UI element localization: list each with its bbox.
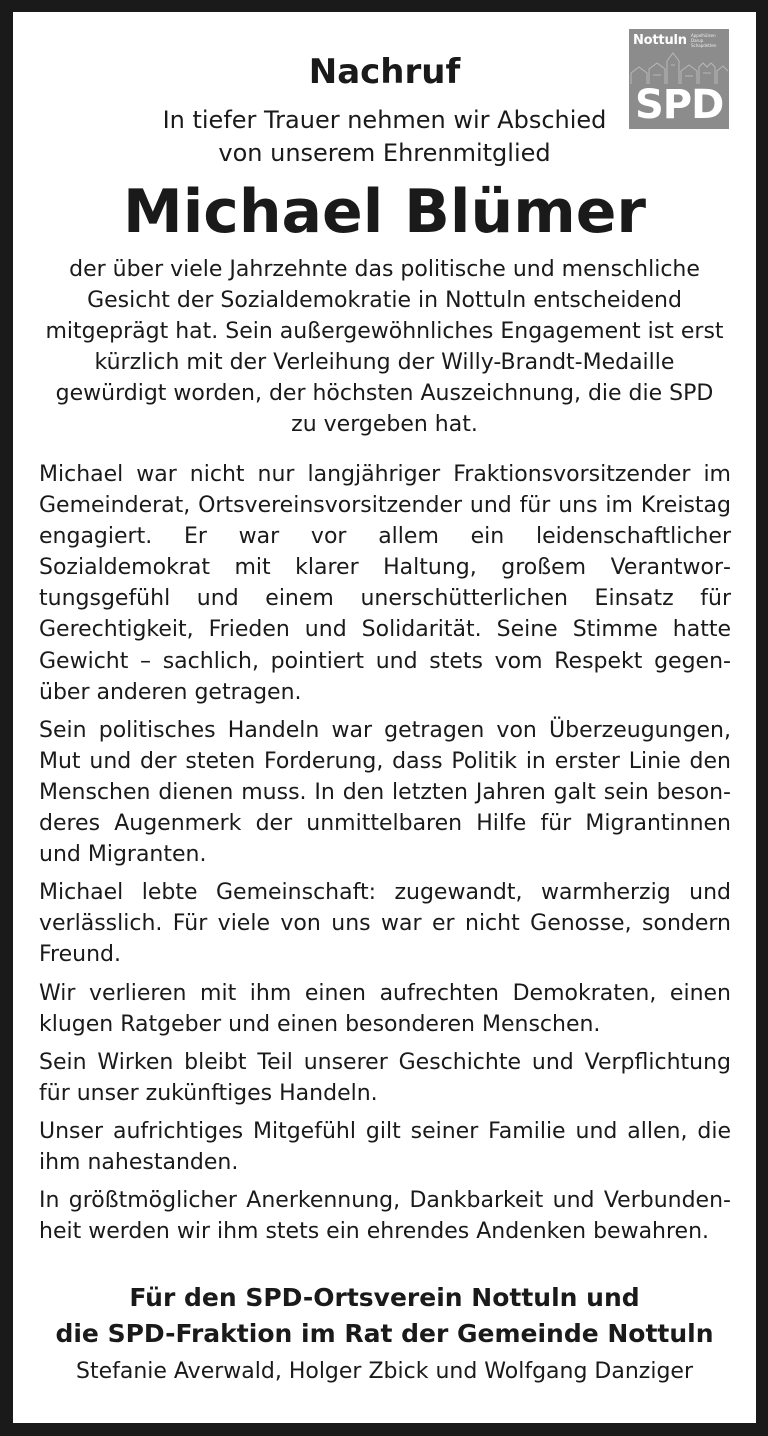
signers: Stefanie Averwald, Holger Zbick und Wolfgang Danziger bbox=[75, 1359, 693, 1384]
closing-line: Für den SPD-Ortsverein Nottuln und bbox=[129, 1283, 640, 1312]
deceased-name: Michael Blümer bbox=[122, 177, 646, 247]
notice-title: Nachruf bbox=[308, 52, 461, 92]
logo-city-name: Nottuln bbox=[633, 33, 687, 48]
body-paragraph: Sein Wirken bleibt Teil unserer Geschichte und Verpflichtung für unser zukünftiges Handeln. bbox=[39, 1049, 731, 1106]
intro-text bbox=[13, 104, 756, 170]
intro-line: von unserem Ehrenmitglied bbox=[218, 139, 551, 167]
body-paragraph: Michael war nicht nur langjähriger Fraktionsvorsitzender im Gemeinderat, Ortsvereinsvorsitzender und für uns im Kreistag engagiert. Er war vor allem ein leidenschaftlicher Sozialdemokrat mit klarer Haltung, großem Verantwortungsgefühl und einem unerschütterlichen Einsatz für Gerechtigkeit, Frieden und Solidarität. Seine Stimme hatte Gewicht – sachlich, pointiert und stets vom Respekt gegenüber anderen getragen. bbox=[39, 462, 731, 705]
logo-party-name: SPD bbox=[635, 82, 724, 128]
body-paragraph: Sein politisches Handeln war getragen von Überzeugungen, Mut und der steten Forderung, dass Politik in erster Linie den Menschen dienen muss. In den letzten Jahren galt sein besonderes Augenmerk der unmittelbaren Hilfe für Migrantinnen und Migranten. bbox=[39, 717, 731, 868]
obituary-body bbox=[39, 459, 731, 1254]
closing-organisation bbox=[13, 1280, 756, 1352]
obituary-notice bbox=[13, 12, 756, 1423]
body-paragraph: In größtmöglicher Anerkennung, Dankbarkeit und Verbundenheit werden wir ihm stets ein ehrendes Andenken bewahren. bbox=[39, 1188, 731, 1245]
logo-subtitle: Appelhülsen Darup Schapdetten bbox=[691, 33, 717, 48]
body-paragraph: Unser aufrichtiges Mitgefühl gilt seiner Familie und allen, die ihm nahestanden. bbox=[39, 1118, 731, 1175]
body-paragraph: Michael lebte Gemeinschaft: zugewandt, warmherzig und verlässlich. Für viele von uns war er nicht Genosse, sondern Freund. bbox=[39, 880, 731, 968]
intro-line: In tiefer Trauer nehmen wir Abschied bbox=[162, 106, 607, 134]
body-paragraph: Wir verlieren mit ihm einen aufrechten Demokraten, einen klugen Ratgeber und einen besonderen Menschen. bbox=[39, 980, 731, 1037]
tribute-text: der über viele Jahrzehnte das politische und menschliche Gesicht der Sozialdemokratie in Nottuln entscheidend mitgeprägt hat. Sein außergewöhnliches Engagement ist erst kürzlich mit der Verleihung der Willy-Brandt-Medaille gewürdigt worden, der höchsten Auszeichnung, die die SPD zu vergeben hat. bbox=[45, 257, 724, 437]
closing-line: die SPD-Fraktion im Rat der Gemeinde Nottuln bbox=[55, 1319, 714, 1348]
